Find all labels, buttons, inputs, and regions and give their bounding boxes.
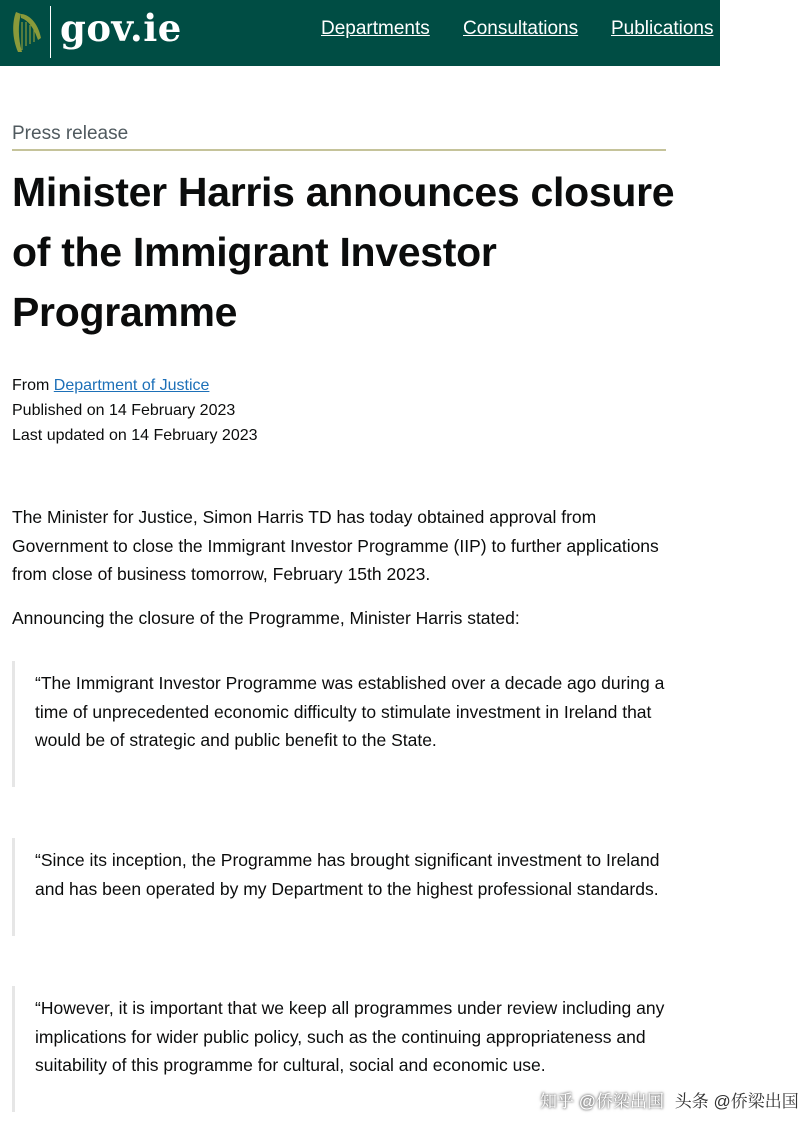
site-logo-text[interactable]: gov.ie	[60, 6, 182, 50]
content-type-label: Press release	[12, 123, 129, 144]
quote-paragraph: “Since its inception, the Programme has brought significant investment to Ireland and has been operated by my Department to the highest professional standards.	[35, 850, 660, 899]
quote-paragraph: “The Immigrant Investor Programme was established over a decade ago during a time of unprecedented economic difficulty to stimulate investment in Ireland that would be of strategic and public benefit to the State.	[35, 673, 665, 750]
meta-updated: Last updated on 14 February 2023	[12, 427, 258, 444]
quote-border	[12, 838, 15, 936]
watermark-line-1: 知乎 @侨梁出国	[540, 1092, 664, 1111]
quote-paragraph: “However, it is important that we keep all programmes under review including any implications for wider public policy, such as the continuing appropriateness and suitability of this programme for cultural, social and economic use.	[35, 998, 665, 1075]
body-paragraph: The Minister for Justice, Simon Harris TD has today obtained approval from Government to close the Immigrant Investor Programme (IIP) to further applications from close of business tomorrow, February 15th 2023.	[12, 507, 659, 584]
watermark	[540, 1090, 799, 1114]
site-header	[0, 0, 720, 66]
meta-from-prefix: From	[12, 377, 54, 394]
body-paragraph: Announcing the closure of the Programme, Minister Harris stated:	[12, 608, 520, 628]
label-divider	[12, 149, 666, 151]
watermark-line-2: 头条 @侨梁出国	[674, 1092, 799, 1111]
meta-published: Published on 14 February 2023	[12, 402, 236, 419]
quote-border	[12, 661, 15, 787]
department-link[interactable]: Department of Justice	[53, 377, 210, 394]
nav-consultations[interactable]: Consultations	[463, 18, 579, 39]
nav-departments[interactable]: Departments	[321, 18, 430, 39]
harp-logo-icon[interactable]	[10, 8, 46, 56]
quote-border	[12, 986, 15, 1112]
logo-divider	[50, 6, 51, 58]
meta-from	[12, 375, 209, 397]
page-title: Minister Harris announces closure of the Immigrant Investor Programme	[12, 169, 675, 335]
nav-publications[interactable]: Publications	[611, 18, 714, 39]
